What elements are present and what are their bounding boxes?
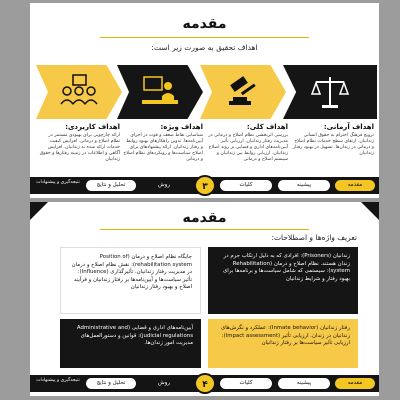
nav-item-conclusion[interactable]: نتیجه‌گیری و پیشنهادات [36, 180, 80, 185]
slide-subtitle: تعریف واژه‌ها و اصطلاحات: [271, 233, 357, 242]
slide-nav-bar [30, 177, 379, 194]
corner-decoration [30, 202, 48, 220]
slide-number: ۴ [194, 373, 216, 394]
chevron-ideal [283, 65, 377, 119]
slide-goals [30, 3, 379, 198]
goal-column-special [123, 123, 203, 163]
title-separator [100, 37, 309, 38]
goal-text: بررسی اثربخشی نظام اصلاح و درمانی در مدیریت رفتار زندانیان. ارزیابی تأثیر آیین‌نامه‌های اداری و قضایی بر روند اصلاح زندانیان. ارزیابی روابط بین زندانیان و سیستم اصلاح و درمانی [208, 133, 288, 162]
goal-column-general [208, 123, 288, 163]
chevron-applied [36, 65, 122, 119]
definition-box-regulations [60, 319, 201, 368]
nav-item-method[interactable]: روش [157, 380, 171, 386]
nav-item-overview[interactable]: کلیات [220, 180, 272, 191]
goal-text: ارائه چارچوبی برای بهبودی مستمر در نظام اصلاح و درمانی. افزایش کیفیت خدمات ارائه شده به زندانیان. افزایش آگاهی و اطلاعات در زمینه رفتارها و حقوق زندانیان [39, 133, 120, 162]
goal-heading: اهداف کاربردی: [65, 123, 120, 131]
lecturer-icon [140, 74, 180, 110]
slide-nav-bar [30, 375, 379, 392]
slide-subtitle: اهداف تحقیق به صورت زیر است: [151, 43, 258, 52]
nav-item-intro[interactable]: مقدمه [335, 378, 375, 389]
corner-decoration [361, 202, 379, 220]
definition-box-position [60, 247, 201, 314]
nav-item-method[interactable]: روش [157, 182, 171, 188]
goal-text: شناسایی نقاط ضعف و قوت در اجرای آیین‌نامه‌ها. تدوین راهکارهای بهبود روابط و رفتار زندانیان. ارائه پیشنهادهای برای اصلاح سیاست‌ها و رویکردهای نظام اصلاح و درمانی [123, 133, 203, 162]
definition-text: رفتار زندانیان (Inmate behavior): عملکرد و نگرش‌های زندانیان در زندان. ارزیابی تأثیر (Impact assessment): ارزیابی تأثیر سیاست‌ها بر رفتار زندانیان [221, 325, 350, 347]
definition-box-behavior [208, 319, 358, 368]
goal-heading: اهداف آرمانی: [323, 123, 374, 131]
slide-number: ۳ [194, 175, 216, 196]
slide-definitions [30, 202, 379, 396]
goal-column-applied [38, 123, 120, 163]
definition-text: زندانیان (Prisoners): افرادی که به دلیل ارتکاب جرم در زندان هستند. نظام اصلاح و درمان (Rehabilitation system): سیستمی که شامل سیاست‌ها و برنامه‌ها برای بهبود رفتار و شرایط زندانیان [223, 253, 350, 282]
nav-item-background[interactable]: پیشینه [278, 180, 330, 191]
chevron-special [117, 65, 203, 119]
definition-text: جایگاه نظام اصلاح و درمان (Position of rehabilitation system): نقش نظام اصلاح و درمان در مدیریت رفتار زندانیان. تأثیرگذاری (Influence): تأثیر سیاست‌ها و آیین‌نامه‌ها بر رفتار زندانیان و فرآیند اصلاح و بهبود رفتار زندانیان [71, 254, 192, 291]
goal-text: ترویج فرهنگ احترام به حقوق انسانی زندانیان. ارتقای سطح خدمات نظام اصلاح و درمانی در زندان‌ها. تسهیل در بهبود رفتار زندانیان [292, 133, 374, 156]
title-separator [100, 229, 309, 230]
definition-text: آیین‌نامه‌های اداری و قضایی (Administrative and judicial regulations): قوانین و دستورالعمل‌های مدیریت امور زندان‌ها. [76, 325, 193, 347]
nav-item-intro[interactable]: مقدمه [335, 180, 375, 191]
nav-item-conclusion[interactable]: نتیجه‌گیری و پیشنهادات [36, 378, 80, 383]
slide-title: مقدمه [182, 16, 227, 32]
nav-item-background[interactable]: پیشینه [278, 378, 330, 389]
scales-icon [310, 74, 350, 110]
nav-item-overview[interactable]: کلیات [220, 378, 272, 389]
nav-item-analysis[interactable]: تحلیل و نتایج [86, 378, 136, 389]
nav-item-analysis[interactable]: تحلیل و نتایج [86, 180, 136, 191]
gavel-icon [223, 74, 263, 110]
goal-column-ideal [292, 123, 374, 157]
people-board-icon [59, 74, 99, 110]
goal-heading: اهداف کلی: [246, 123, 288, 131]
chevron-general [200, 65, 286, 119]
goal-heading: اهداف ویژه: [160, 123, 203, 131]
definition-box-prisoners [208, 247, 358, 314]
slide-title: مقدمه [182, 210, 227, 226]
